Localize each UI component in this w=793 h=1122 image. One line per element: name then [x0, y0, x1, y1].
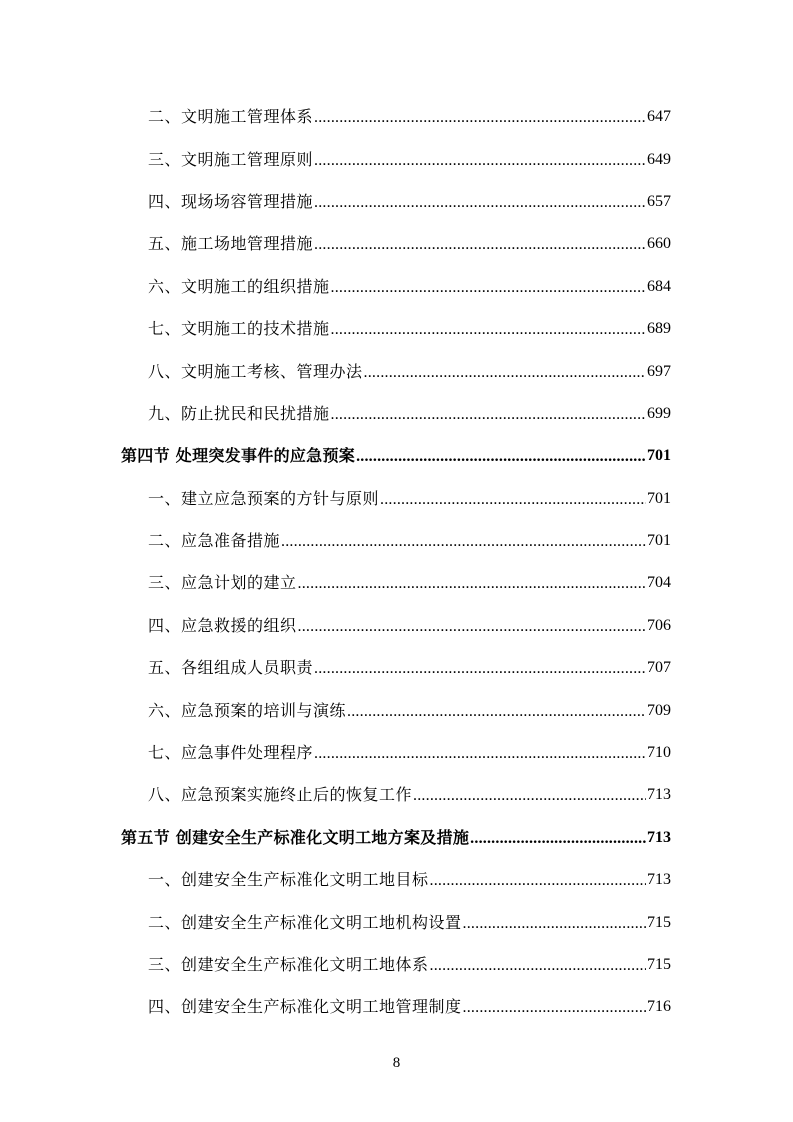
toc-entry-page: 706	[647, 616, 671, 634]
toc-entry[interactable]	[0, 647, 793, 689]
toc-entry[interactable]	[0, 478, 793, 520]
toc-entry-title: 四、创建安全生产标准化文明工地管理制度	[148, 997, 462, 1017]
toc-section-page: 701	[647, 447, 671, 465]
toc-entry[interactable]	[0, 138, 793, 180]
toc-entry[interactable]	[0, 520, 793, 562]
toc-entry-title: 四、现场场容管理措施	[148, 191, 314, 211]
toc-section-title: 第五节 创建安全生产标准化文明工地方案及措施	[121, 827, 470, 847]
toc-entry[interactable]	[0, 350, 793, 392]
toc-entry[interactable]	[0, 901, 793, 943]
toc-entry-title: 八、应急预案实施终止后的恢复工作	[148, 785, 413, 805]
toc-entry[interactable]	[0, 732, 793, 774]
toc-entry-page: 657	[647, 192, 671, 210]
toc-dot-leader	[298, 575, 646, 591]
toc-dot-leader	[331, 321, 646, 337]
toc-dot-leader	[356, 448, 646, 464]
toc-dot-leader	[314, 109, 646, 125]
toc-section-page: 713	[647, 828, 671, 846]
toc-dot-leader	[364, 364, 646, 380]
toc-entry-title: 五、施工场地管理措施	[148, 234, 314, 254]
toc-entry-title: 二、创建安全生产标准化文明工地机构设置	[148, 912, 462, 932]
toc-entry[interactable]	[0, 689, 793, 731]
toc-entry-title: 三、应急计划的建立	[148, 573, 297, 593]
toc-entry[interactable]	[0, 562, 793, 604]
toc-entry-title: 一、创建安全生产标准化文明工地目标	[148, 870, 429, 890]
toc-entry[interactable]	[0, 774, 793, 816]
toc-entry[interactable]	[0, 308, 793, 350]
toc-dot-leader	[430, 957, 646, 973]
toc-section-entry[interactable]	[0, 817, 793, 859]
toc-entry-title: 八、文明施工考核、管理办法	[148, 361, 363, 381]
toc-dot-leader	[463, 999, 646, 1015]
toc-dot-leader	[281, 533, 646, 549]
toc-dot-leader	[331, 279, 646, 295]
toc-dot-leader	[314, 660, 646, 676]
toc-entry-page: 684	[647, 277, 671, 295]
toc-entry-page: 689	[647, 320, 671, 338]
toc-dot-leader	[314, 152, 646, 168]
toc-entry-page: 701	[647, 532, 671, 550]
toc-dot-leader	[347, 703, 646, 719]
toc-entry-page: 716	[647, 998, 671, 1016]
toc-entry-title: 五、各组组成人员职责	[148, 658, 314, 678]
toc-entry-title: 三、文明施工管理原则	[148, 149, 314, 169]
toc-dot-leader	[463, 915, 646, 931]
toc-entry-title: 二、文明施工管理体系	[148, 107, 314, 127]
toc-entry-title: 七、应急事件处理程序	[148, 743, 314, 763]
toc-entry-page: 699	[647, 404, 671, 422]
toc-entry-page: 710	[647, 744, 671, 762]
toc-dot-leader	[314, 194, 646, 210]
toc-entry[interactable]	[0, 393, 793, 435]
toc-entry[interactable]	[0, 181, 793, 223]
toc-entry[interactable]	[0, 944, 793, 986]
toc-entry-page: 709	[647, 701, 671, 719]
toc-entry-page: 715	[647, 956, 671, 973]
table-of-contents	[0, 96, 793, 1029]
toc-entry[interactable]	[0, 986, 793, 1028]
toc-entry-page: 715	[647, 913, 671, 931]
toc-entry-page: 713	[647, 786, 671, 804]
toc-section-title: 第四节 处理突发事件的应急预案	[121, 446, 356, 466]
toc-entry-title: 七、文明施工的技术措施	[148, 319, 330, 339]
toc-entry-title: 二、应急准备措施	[148, 531, 281, 551]
toc-entry-page: 701	[647, 489, 671, 507]
toc-entry-page: 660	[647, 235, 671, 253]
toc-entry-title: 六、应急预案的培训与演练	[148, 700, 347, 720]
toc-dot-leader	[298, 618, 646, 634]
toc-dot-leader	[314, 236, 646, 252]
toc-entry-page: 707	[647, 659, 671, 677]
toc-dot-leader	[470, 830, 646, 846]
toc-entry-title: 四、应急救援的组织	[148, 615, 297, 635]
toc-entry-page: 713	[647, 871, 671, 889]
toc-dot-leader	[314, 745, 646, 761]
toc-entry-page: 704	[647, 574, 671, 592]
toc-entry-page: 647	[647, 108, 671, 126]
toc-entry[interactable]	[0, 605, 793, 647]
toc-dot-leader	[380, 491, 646, 507]
page-number: 8	[392, 1055, 401, 1071]
toc-entry-page: 649	[647, 150, 671, 168]
toc-section-entry[interactable]	[0, 435, 793, 477]
toc-entry[interactable]	[0, 96, 793, 138]
toc-dot-leader	[430, 872, 646, 888]
toc-entry-title: 一、建立应急预案的方针与原则	[148, 488, 380, 508]
toc-entry[interactable]	[0, 266, 793, 308]
toc-entry-title: 九、防止扰民和民扰措施	[148, 403, 330, 423]
toc-dot-leader	[413, 787, 646, 803]
toc-dot-leader	[331, 406, 646, 422]
toc-entry-title: 六、文明施工的组织措施	[148, 276, 330, 296]
toc-entry-page: 697	[647, 362, 671, 380]
toc-entry[interactable]	[0, 223, 793, 265]
toc-entry[interactable]	[0, 859, 793, 901]
toc-entry-title: 三、创建安全生产标准化文明工地体系	[148, 955, 429, 974]
